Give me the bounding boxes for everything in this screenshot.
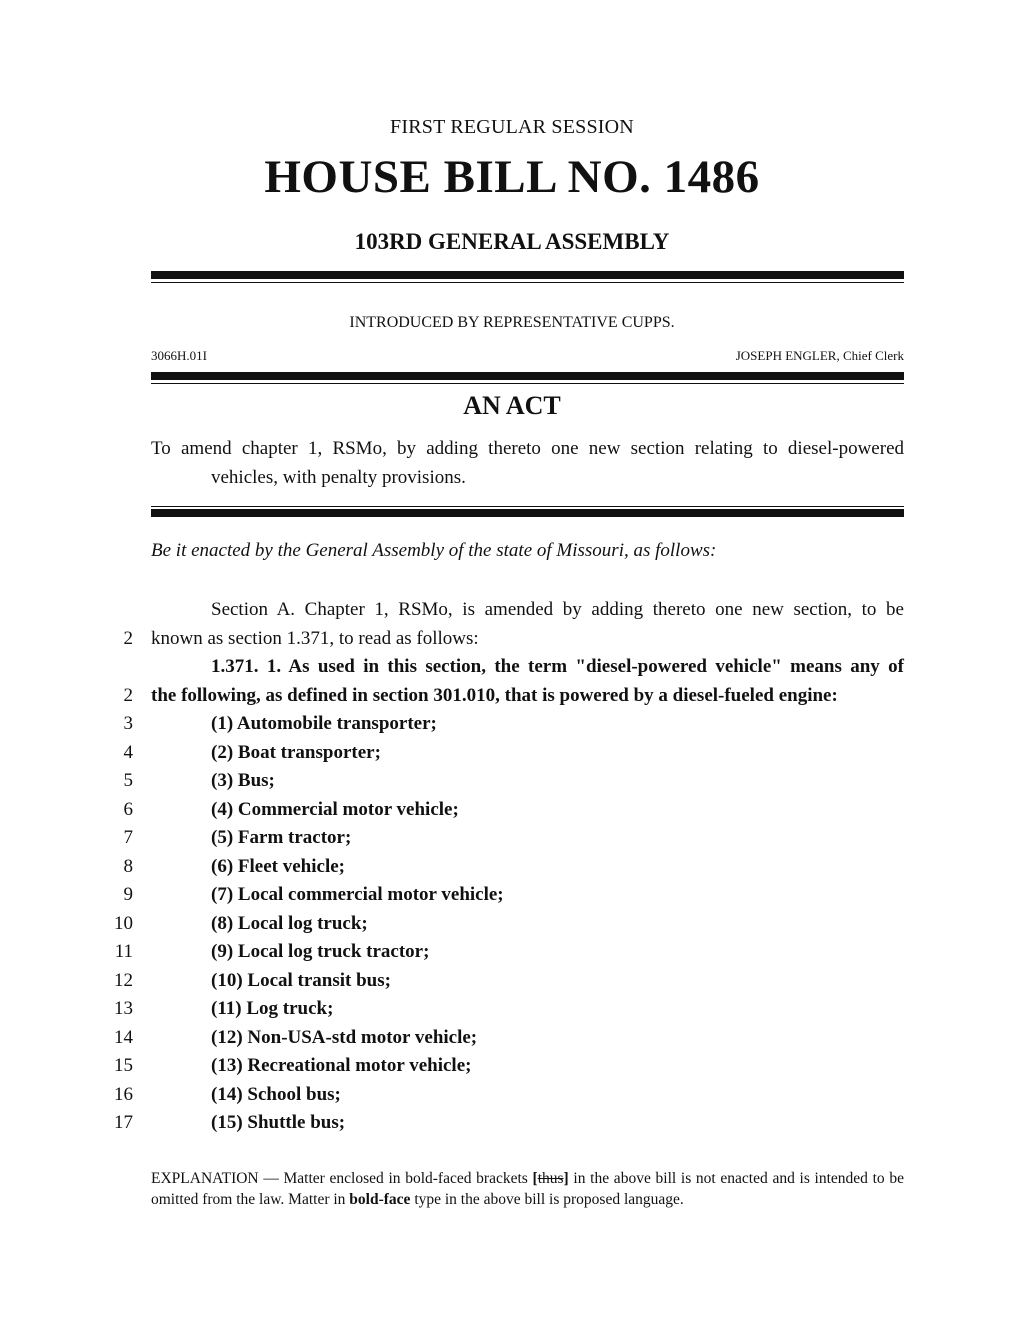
list-item [0,941,1024,970]
list-item-text: (8) Local log truck; [211,912,368,934]
list-item [0,1112,1024,1141]
line-number: 2 [123,684,133,706]
list-item-text: (9) Local log truck tractor; [211,941,430,962]
section-a-line2: 2 known as section 1.371, to read as follows: [0,628,1024,657]
list-item [0,713,1024,742]
line-number: 13 [114,998,133,1019]
top-rule-thick [151,271,904,279]
explanation-footer: EXPLANATION — Matter enclosed in bold-faced brackets [thus] in the above bill is not enacted and is intended to be omitted from the law. Matter in bold-face type in the above bill is proposed language. [151,1170,905,1208]
list-item [0,770,1024,799]
bold-face-example: bold-face [349,1191,411,1208]
list-item [0,1055,1024,1084]
list-item-text: (10) Local transit bus; [211,969,391,991]
section-1371-line2: 2 the following, as defined in section 301.010, that is powered by a diesel-fueled engine: [0,685,1024,714]
middle-rule-thin [151,383,904,384]
list-item [0,827,1024,856]
session-label: FIRST REGULAR SESSION [390,116,634,138]
chief-clerk: JOSEPH ENGLER, Chief Clerk [735,348,904,363]
act-title-line1: To amend chapter 1, RSMo, by adding thereto one new section relating to diesel-powered [151,438,904,459]
bracket-close: ] [563,1170,569,1187]
section-1371-line1: 1.371. 1. As used in this section, the term "diesel-powered vehicle" means any of [211,656,904,677]
line-number: 11 [114,941,133,962]
lower-rule-thin [151,506,904,507]
document-id: 3066H.01I [151,348,207,363]
list-item [0,884,1024,913]
enacting-clause: Be it enacted by the General Assembly of the state of Missouri, as follows: [151,540,717,561]
line-number: 2 [123,627,133,649]
list-item [0,1084,1024,1113]
list-item-text: (15) Shuttle bus; [211,1112,346,1133]
act-heading: AN ACT [463,391,561,420]
list-item [0,1027,1024,1056]
line-number: 5 [123,770,133,791]
act-title-line2: vehicles, with penalty provisions. [211,467,466,488]
line-number: 3 [123,713,133,734]
line-number: 7 [123,827,133,848]
bill-title: HOUSE BILL NO. 1486 [264,151,760,203]
line-number: 6 [123,798,133,820]
bracket-open: [ [532,1170,538,1187]
lower-rule-thick [151,509,904,517]
list-item [0,970,1024,999]
line-number: 4 [123,741,133,763]
list-item-text: (13) Recreational motor vehicle; [211,1055,472,1076]
list-item [0,856,1024,885]
act-title [151,434,904,492]
list-item [0,998,1024,1027]
line-number: 15 [114,1055,133,1076]
line-number: 8 [123,855,133,877]
list-item-text: (5) Farm tractor; [211,827,352,848]
list-item-text: (7) Local commercial motor vehicle; [211,884,504,905]
list-item [0,742,1024,771]
list-item-text: (6) Fleet vehicle; [211,855,345,877]
list-item-text: (11) Log truck; [211,998,334,1019]
middle-rule-thick [151,372,904,380]
top-rule-thin [151,282,904,283]
line-number: 9 [123,884,133,905]
list-item-text: (12) Non-USA-std motor vehicle; [211,1026,478,1048]
assembly-label: 103RD GENERAL ASSEMBLY [354,229,670,254]
struck-example: thus [537,1170,564,1187]
list-item-text: (4) Commercial motor vehicle; [211,798,459,820]
line-number: 14 [114,1026,133,1048]
line-number: 10 [114,912,133,934]
list-item-text: (2) Boat transporter; [211,741,381,763]
list-item-text: (3) Bus; [211,770,275,791]
section-a-line1: Section A. Chapter 1, RSMo, is amended by adding thereto one new section, to be [211,599,904,620]
list-item-text: (1) Automobile transporter; [211,713,437,734]
line-number: 17 [114,1112,133,1133]
line-number: 12 [114,969,133,991]
list-item [0,799,1024,828]
line-number: 16 [114,1083,133,1105]
list-item [0,913,1024,942]
introduced-by: INTRODUCED BY REPRESENTATIVE CUPPS. [349,314,675,331]
list-item-text: (14) School bus; [211,1083,341,1105]
